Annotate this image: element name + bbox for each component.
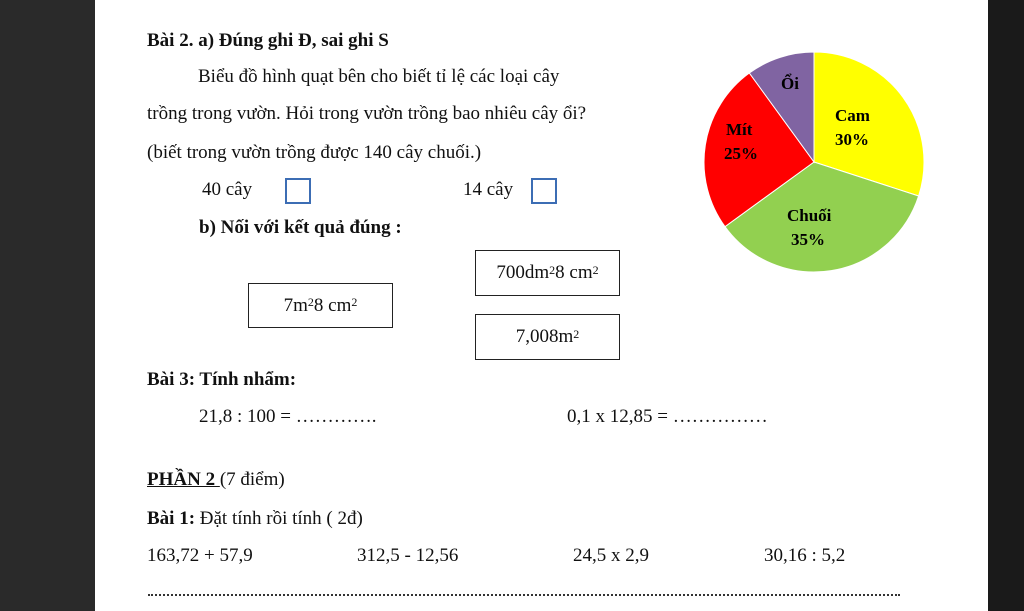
bai3-expr1: 21,8 : 100 = ………….: [199, 406, 377, 427]
slice-label-oi: Ổi: [781, 74, 799, 93]
right-box1-exp: 2: [549, 262, 556, 277]
expr-add: 163,72 + 57,9: [147, 545, 253, 566]
right-answer-box-1[interactable]: [475, 250, 620, 296]
bai2-title: Bài 2. a) Đúng ghi Đ, sai ghi S: [147, 30, 389, 51]
bai3-expr2: 0,1 x 12,85 = ……………: [567, 406, 768, 427]
phan2-bai1-text: Đặt tính rồi tính ( 2đ): [195, 508, 363, 529]
left-box-base: 7m: [283, 294, 308, 316]
checkbox-14-cay[interactable]: [531, 178, 557, 204]
bai2-line1: Biểu đồ hình quạt bên cho biết tỉ lệ các loại cây: [198, 66, 560, 87]
phan2-heading-text: PHẦN 2: [147, 469, 220, 490]
right-box2-base: 7,008m: [515, 326, 574, 347]
phan2-points: (7 điểm): [219, 469, 285, 490]
right-box1-exp2: 2: [592, 262, 599, 277]
slice-label-cam: Cam: [835, 106, 870, 125]
option-14-cay: 14 cây: [463, 179, 514, 200]
bai3-title: Bài 3: Tính nhẩm:: [147, 369, 297, 390]
expr-multiply: 24,5 x 2,9: [573, 545, 649, 566]
slice-value-chuoi: 35%: [791, 230, 825, 249]
slice-value-mit: 25%: [724, 144, 758, 163]
phan2-bai1-label: Bài 1:: [147, 508, 196, 529]
bai2-part-b: b) Nối với kết quả đúng :: [199, 217, 402, 238]
option-40-cay: 40 cây: [202, 179, 253, 200]
pie-chart: [696, 44, 932, 280]
left-answer-box[interactable]: [248, 283, 393, 328]
right-box1-base: 700dm: [496, 262, 550, 283]
expr-divide: 30,16 : 5,2: [764, 545, 846, 566]
right-box2-exp: 2: [573, 326, 580, 341]
phan2-bai1: [147, 509, 363, 528]
left-box-exp2: 2: [351, 295, 358, 309]
slice-label-chuoi: Chuối: [787, 206, 832, 225]
slice-value-cam: 30%: [835, 130, 869, 149]
left-box-exp: 2: [307, 295, 314, 309]
slice-label-mit: Mít: [726, 120, 753, 139]
left-box-rest: 8 cm: [313, 294, 352, 316]
dotted-answer-line: [148, 594, 900, 596]
viewer-left-margin: [0, 0, 95, 611]
viewer-right-margin: [988, 0, 1024, 611]
bai2-line3: (biết trong vườn trồng được 140 cây chuối.): [147, 142, 482, 163]
checkbox-40-cay[interactable]: [285, 178, 311, 204]
right-box1-rest: 8 cm: [555, 262, 593, 283]
bai2-line2: trồng trong vườn. Hỏi trong vườn trồng bao nhiêu cây ổi?: [147, 103, 587, 124]
expr-subtract: 312,5 - 12,56: [357, 545, 459, 566]
phan2-heading: [147, 470, 285, 489]
right-answer-box-2[interactable]: [475, 314, 620, 360]
